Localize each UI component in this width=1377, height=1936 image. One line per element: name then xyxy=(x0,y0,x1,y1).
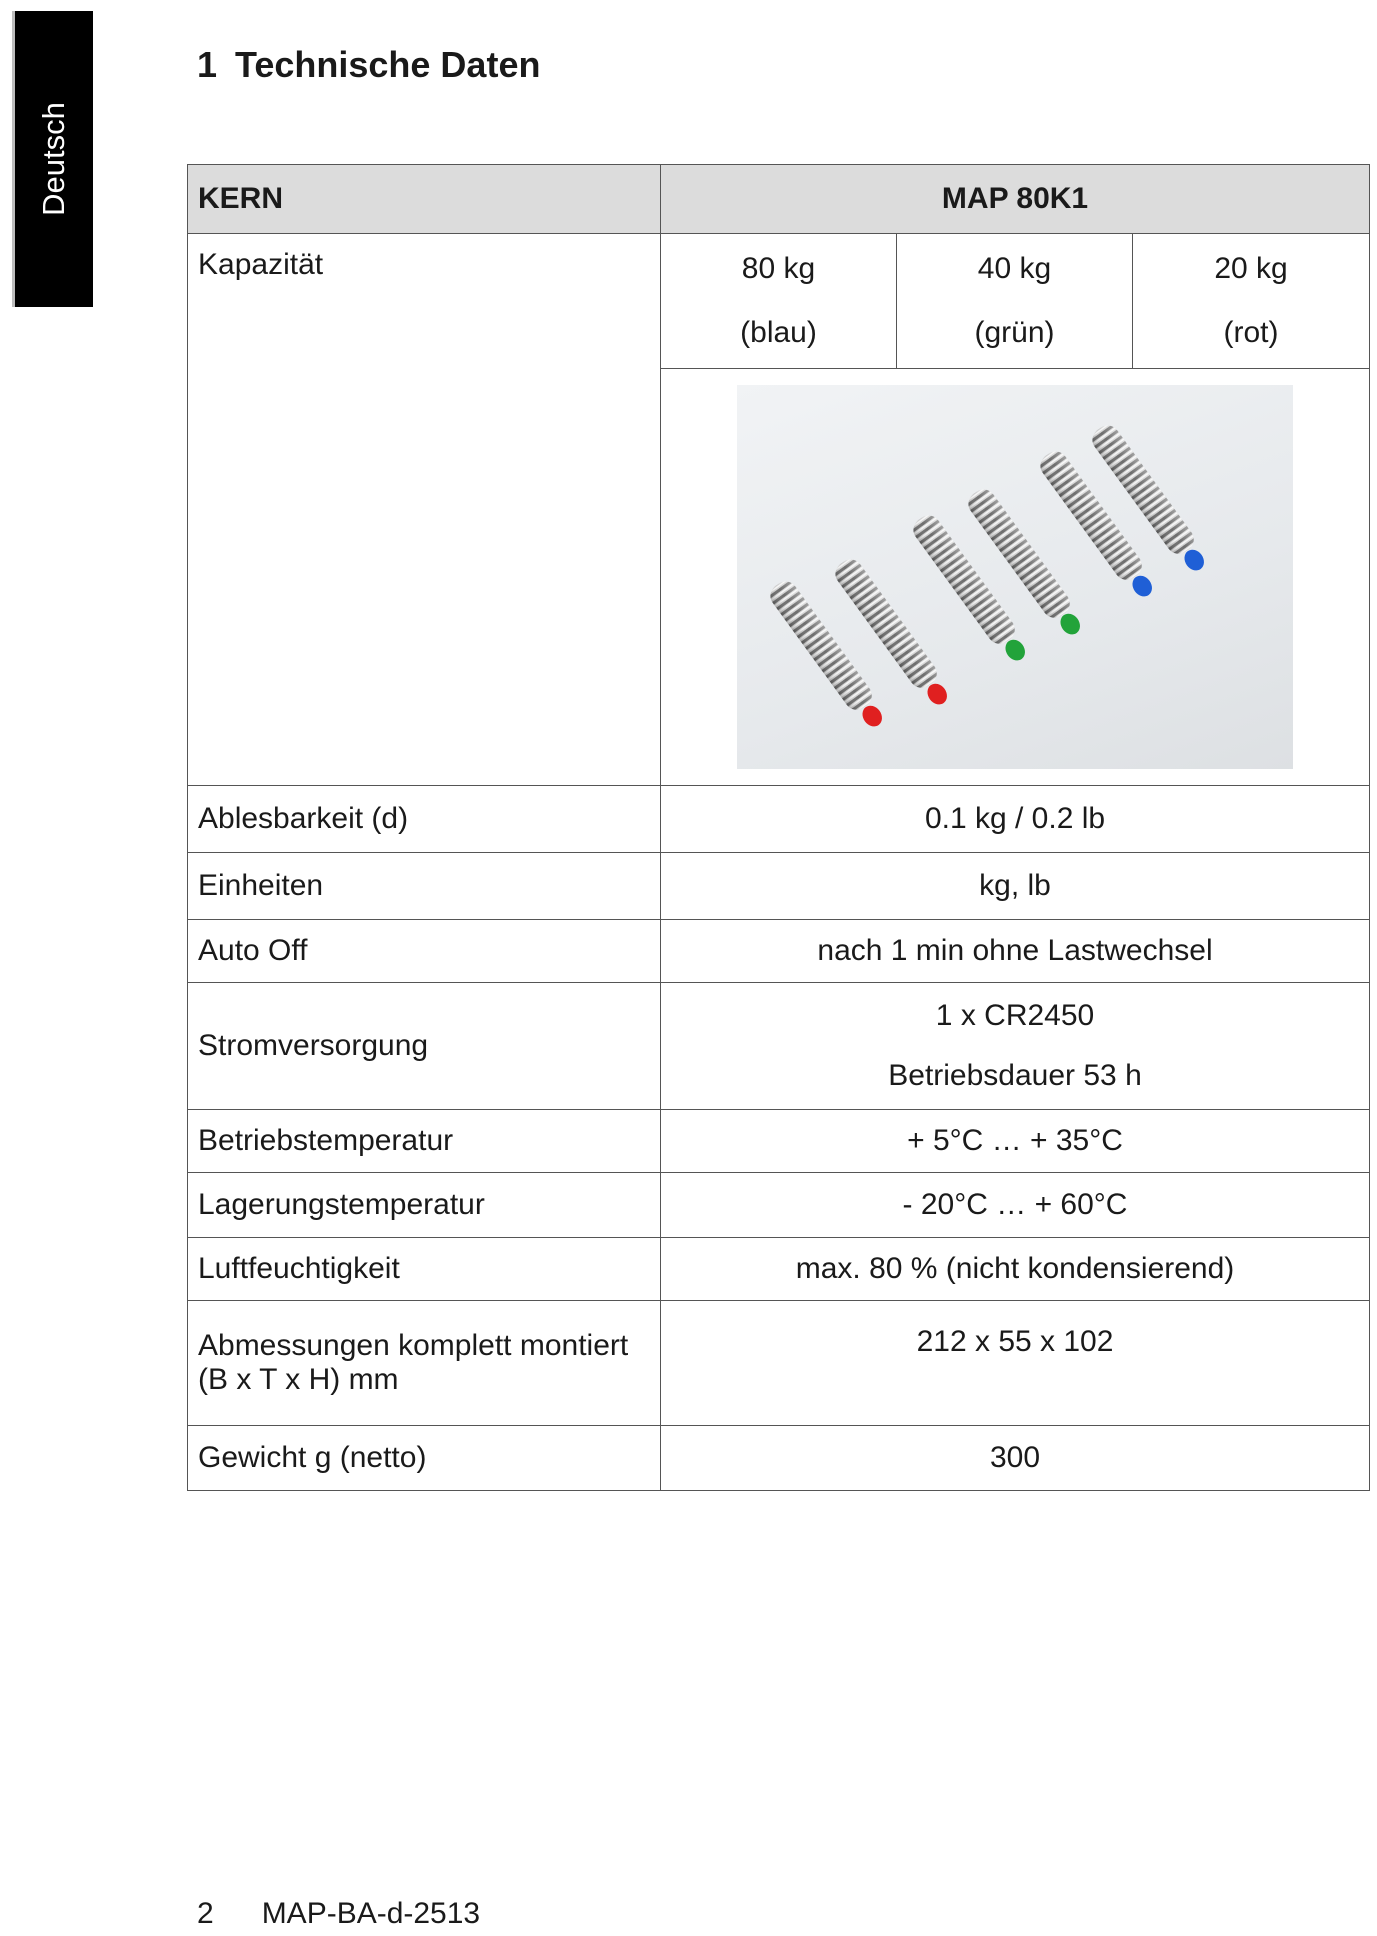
row-value: - 20°C … + 60°C xyxy=(661,1173,1370,1238)
document-id: MAP-BA-d-2513 xyxy=(261,1897,481,1930)
capacity-cell-blue xyxy=(661,234,897,369)
brand-cell: KERN xyxy=(188,165,661,234)
row-label: Luftfeuchtigkeit xyxy=(188,1238,661,1301)
table-row xyxy=(188,1238,1370,1301)
capacity-color: (grün) xyxy=(974,316,1055,349)
table-row xyxy=(188,1173,1370,1238)
row-value xyxy=(661,983,1370,1110)
table-row xyxy=(188,853,1370,920)
section-number: 1 xyxy=(197,44,218,85)
capacity-value: 80 kg xyxy=(741,252,816,285)
capacity-color: (blau) xyxy=(740,316,817,349)
page-title xyxy=(197,44,540,86)
row-value-line: Betriebsdauer 53 h xyxy=(888,1059,1142,1092)
row-value: max. 80 % (nicht kondensierend) xyxy=(661,1238,1370,1301)
table-row xyxy=(188,983,1370,1110)
page-number: 2 xyxy=(197,1897,214,1930)
row-label: Ablesbarkeit (d) xyxy=(188,786,661,853)
image-cell xyxy=(661,369,1370,786)
row-label-line: Abmessungen komplett montiert xyxy=(198,1329,629,1362)
page-footer xyxy=(197,1897,480,1931)
table-header-row xyxy=(188,165,1370,234)
model-cell: MAP 80K1 xyxy=(661,165,1370,234)
row-value-line: 1 x CR2450 xyxy=(935,999,1095,1032)
row-label: Einheiten xyxy=(188,853,661,920)
language-tab-label: Deutsch xyxy=(36,102,71,216)
row-value: 0.1 kg / 0.2 lb xyxy=(661,786,1370,853)
row-label: Gewicht g (netto) xyxy=(188,1426,661,1491)
row-label: Auto Off xyxy=(188,920,661,983)
capacity-label: Kapazität xyxy=(188,234,661,786)
row-value: kg, lb xyxy=(661,853,1370,920)
row-label: Betriebstemperatur xyxy=(188,1110,661,1173)
row-label xyxy=(188,1301,661,1426)
row-label: Lagerungstemperatur xyxy=(188,1173,661,1238)
table-row xyxy=(188,1110,1370,1173)
row-value: + 5°C … + 35°C xyxy=(661,1110,1370,1173)
table-row xyxy=(188,920,1370,983)
row-value: 212 x 55 x 102 xyxy=(661,1301,1370,1426)
springs-photo xyxy=(737,385,1293,769)
row-label-line: (B x T x H) mm xyxy=(198,1363,399,1396)
spec-table xyxy=(187,164,1370,1491)
capacity-cell-green xyxy=(897,234,1133,369)
row-value: 300 xyxy=(661,1426,1370,1491)
capacity-cell-red xyxy=(1133,234,1370,369)
section-title: Technische Daten xyxy=(235,44,541,85)
table-row xyxy=(188,1301,1370,1426)
row-value: nach 1 min ohne Lastwechsel xyxy=(661,920,1370,983)
capacity-value: 20 kg xyxy=(1214,252,1288,285)
capacity-value: 40 kg xyxy=(977,252,1052,285)
capacity-color: (rot) xyxy=(1223,316,1279,349)
language-tab xyxy=(12,11,93,307)
row-label: Stromversorgung xyxy=(188,983,661,1110)
table-row xyxy=(188,786,1370,853)
capacity-row xyxy=(188,234,1370,369)
table-row xyxy=(188,1426,1370,1491)
